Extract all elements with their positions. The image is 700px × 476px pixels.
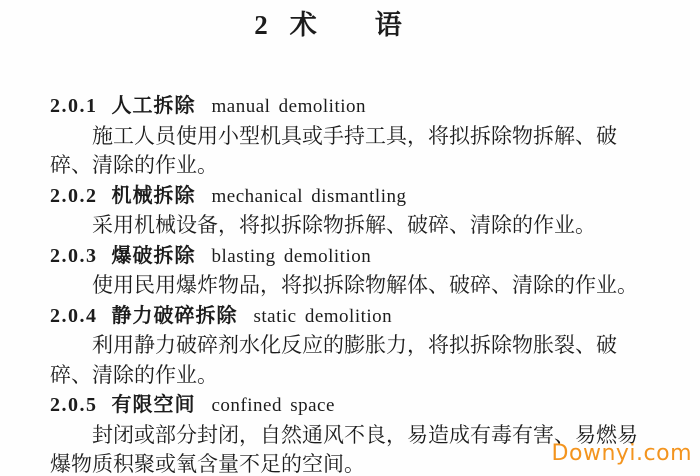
term-number: 2.0.4 [50, 304, 98, 327]
term-definition-line: 爆物质积聚或氧含量不足的空间。 [50, 452, 365, 476]
term-english: static demolition [253, 305, 393, 327]
term-chinese: 人工拆除 [111, 93, 196, 117]
term-chinese: 机械拆除 [111, 182, 196, 207]
term-heading-2-0-1 [50, 91, 645, 122]
term-number: 2.0.2 [50, 184, 98, 207]
term-definition-line: 使用民用爆炸物品，将拟拆除物解体、破碎、清除的作业。 [92, 273, 638, 297]
term-definition-line: 施工人员使用小型机具或手持工具，将拟拆除物拆解、破 [92, 123, 617, 148]
term-chinese: 爆破拆除 [111, 242, 196, 267]
term-english: mechanical dismantling [211, 185, 407, 207]
term-english: manual demolition [211, 96, 367, 117]
section-title-word-2: 语 [374, 10, 402, 40]
term-heading-2-0-4 [50, 301, 645, 332]
term-definition-line: 利用静力破碎剂水化反应的膨胀力，将拟拆除物胀裂、破 [92, 333, 617, 357]
term-definition-line: 碎、清除的作业。 [50, 362, 218, 387]
term-number: 2.0.3 [50, 244, 98, 267]
terminology-list [0, 91, 700, 476]
term-number: 2.0.1 [50, 95, 98, 117]
term-definition-line: 封闭或部分封闭，自然通风不良，易造成有毒有害、易燃易 [92, 422, 638, 447]
term-heading-2-0-3 [50, 241, 645, 272]
watermark: Downyi.com [551, 441, 692, 466]
section-title [0, 8, 678, 42]
term-definition-line: 采用机械设备，将拟拆除物拆解、破碎、清除的作业。 [92, 213, 596, 237]
term-chinese: 有限空间 [111, 392, 196, 416]
term-english: confined space [211, 395, 335, 416]
term-chinese: 静力破碎拆除 [111, 302, 238, 327]
section-title-word-1: 术 [289, 10, 317, 40]
term-heading-2-0-5 [50, 390, 645, 421]
section-title-number: 2 [254, 10, 268, 40]
term-english: blasting demolition [211, 245, 372, 267]
term-number: 2.0.5 [50, 394, 98, 416]
term-heading-2-0-2 [50, 181, 645, 212]
term-definition-line: 碎、清除的作业。 [50, 153, 218, 177]
